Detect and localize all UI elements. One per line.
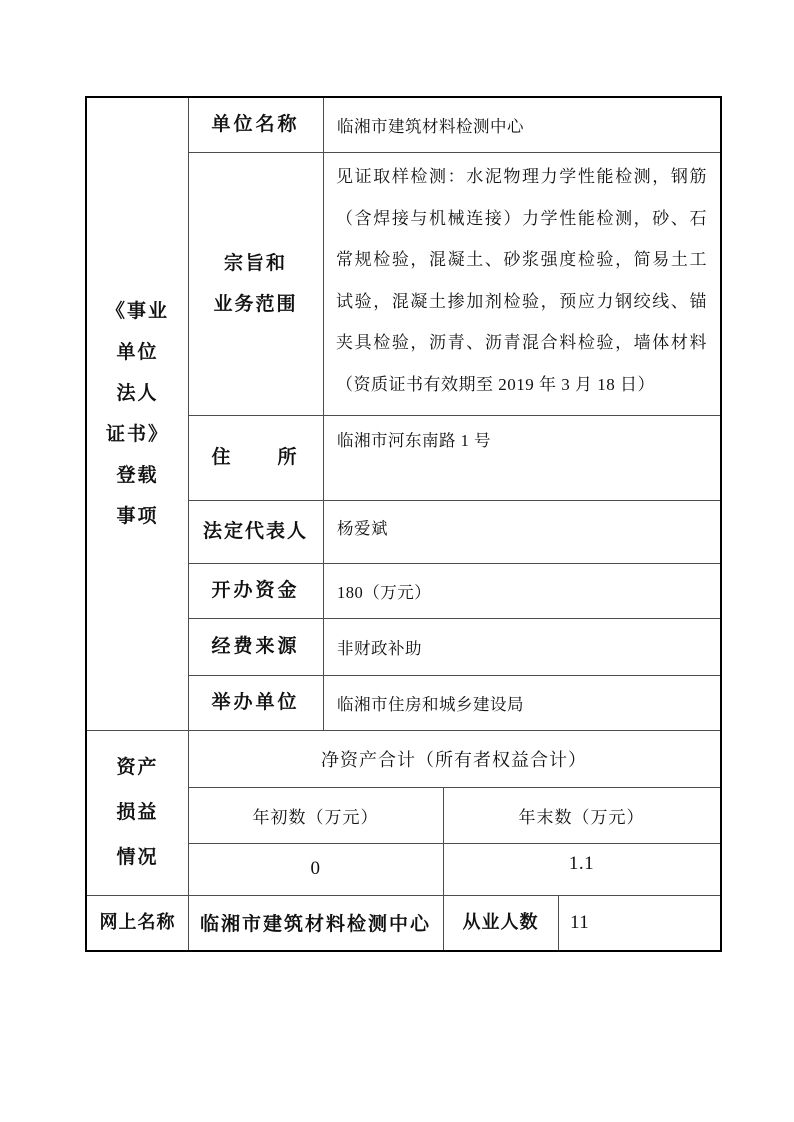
staff-count-label: 从业人数 [462,912,539,933]
unit-name-value: 临湘市建筑材料检测中心 [337,117,524,136]
year-start-label-cell [188,787,443,843]
certificate-side-label-line: 《事业 [105,301,169,322]
address-label: 住 所 [211,446,300,468]
year-start-value: 0 [310,858,321,879]
organizer-value: 临湘市住房和城乡建设局 [337,694,524,714]
scope-value-line: 见证取样检测：水泥物理力学性能检测，钢筋 [336,167,707,186]
funding-label-cell [188,618,323,675]
staff-count-label-cell [443,895,558,950]
certificate-side-label-line: 单位 [116,342,159,363]
year-start-value-cell [188,843,443,895]
net-assets-header-cell [188,730,720,787]
scope-value-cell [323,152,720,415]
scope-value-line: 常规检验，混凝土、砂浆强度检验，简易土工 [336,250,707,269]
scope-value-line: 夹具检验，沥青、沥青混合料检验，墙体材料 [336,333,707,352]
capital-label-cell [188,563,323,618]
funding-value-cell [323,618,720,675]
organizer-value-cell [323,675,720,730]
capital-label: 开办资金 [211,579,300,601]
address-label-cell [188,415,323,500]
unit-name-label-cell [188,98,323,152]
year-end-value-cell [443,843,720,895]
unit-name-value-cell [323,98,720,152]
funding-label: 经费来源 [211,635,300,657]
address-value-cell [323,415,720,500]
scope-value-line: （资质证书有效期至 2019 年 3 月 18 日） [336,374,655,394]
capital-value-cell [323,563,720,618]
legal-rep-value-cell [323,500,720,563]
unit-name-label: 单位名称 [211,114,300,136]
year-end-label-cell [443,787,720,843]
funding-value: 非财政补助 [337,638,422,658]
scope-value-line: （含焊接与机械连接）力学性能检测，砂、石 [336,208,707,228]
year-end-label: 年末数（万元） [518,807,645,827]
scope-label-line: 业务范围 [213,293,298,315]
certificate-side-label-line: 证书》 [105,424,169,445]
certificate-side-label-line: 事项 [116,506,159,527]
scope-label-line: 宗旨和 [223,252,287,274]
year-start-label: 年初数（万元） [252,807,379,827]
assets-side-label-line: 情况 [116,847,159,868]
scope-label-cell [188,152,323,415]
certificate-side-label-line: 登载 [116,465,159,486]
address-value: 临湘市河东南路 1 号 [337,431,491,450]
registration-table [85,96,722,952]
online-name-label-cell [87,895,188,950]
organizer-label: 举办单位 [211,691,300,713]
assets-side-label-line: 资产 [116,757,159,778]
legal-rep-label-cell [188,500,323,563]
capital-value: 180（万元） [337,582,432,602]
legal-rep-value: 杨爱斌 [337,518,388,538]
certificate-side-label-line: 法人 [116,383,159,404]
certificate-side-label [87,98,188,730]
net-assets-header: 净资产合计（所有者权益合计） [321,749,587,770]
year-end-value: 1.1 [568,853,595,874]
legal-rep-label: 法定代表人 [202,520,308,542]
online-name-value: 临湘市建筑材料检测中心 [199,914,431,935]
assets-side-label [87,730,188,895]
staff-count-value-cell [558,895,720,950]
online-name-label: 网上名称 [99,912,176,933]
scope-value-line: 试验，混凝土掺加剂检验，预应力钢绞线、锚 [336,291,707,311]
organizer-label-cell [188,675,323,730]
online-name-value-cell [188,895,443,950]
assets-side-label-line: 损益 [116,802,159,823]
staff-count-value: 11 [570,911,590,933]
